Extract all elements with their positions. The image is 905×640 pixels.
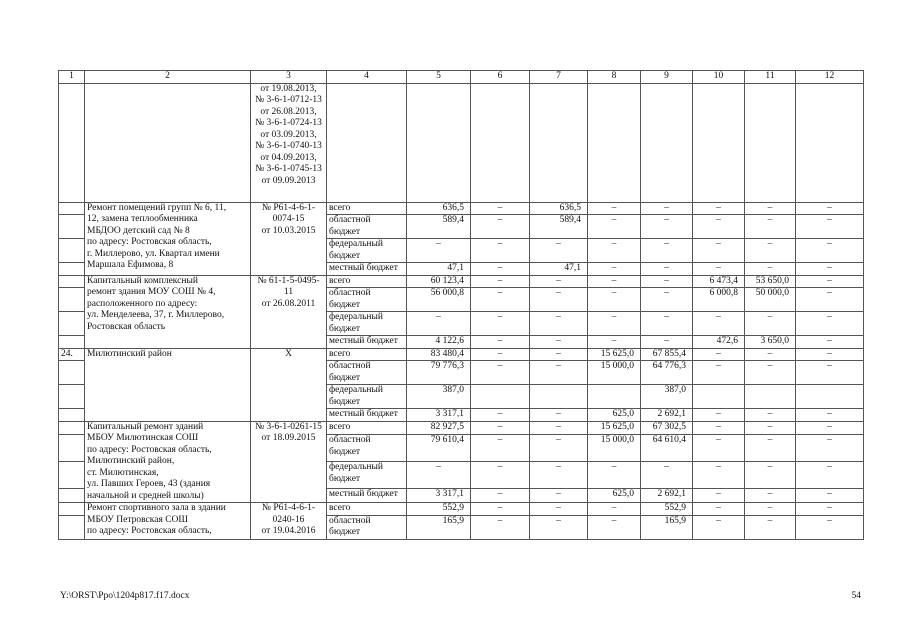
object-name-line: по адресу: Ростовская область,	[87, 444, 212, 455]
value-cell: 552,9	[407, 503, 471, 516]
value-cell: –	[530, 435, 588, 462]
doc-line: от 19.08.2013,	[260, 83, 317, 94]
value-cell: –	[588, 312, 641, 336]
col-header-9: 9	[641, 71, 693, 84]
value-cell: –	[693, 202, 745, 215]
value-cell: –	[530, 239, 588, 263]
value-cell: 83 480,4	[407, 348, 471, 361]
funding-source-cell: местный бюджет	[327, 263, 407, 276]
col-header-7: 7	[530, 71, 588, 84]
value-cell: –	[693, 361, 745, 385]
col-header-5: 5	[407, 71, 471, 84]
value-cell: –	[471, 275, 530, 288]
value-cell: –	[471, 361, 530, 385]
value-cell: –	[471, 239, 530, 263]
value-cell: –	[796, 215, 864, 239]
value-cell: –	[530, 462, 588, 489]
value-cell: –	[796, 202, 864, 215]
funding-source-cell: областной бюджет	[327, 215, 407, 239]
funding-source-cell: областной бюджет	[327, 288, 407, 312]
document-cell	[251, 275, 327, 348]
value-cell: 625,0	[588, 409, 641, 422]
value-cell: –	[641, 312, 693, 336]
document-line: № Р61-4-6-1-	[261, 202, 316, 213]
table-row	[59, 275, 864, 288]
value-cell: 387,0	[641, 385, 693, 409]
value-cell	[588, 385, 641, 409]
value-cell: –	[641, 263, 693, 276]
object-name-line: Ремонт помещений групп № 6, 11,	[87, 202, 227, 213]
value-cell: –	[796, 263, 864, 276]
value-cell: –	[588, 515, 641, 539]
value-cell: 636,5	[407, 202, 471, 215]
object-name-line: МБОУ Милютинская СОШ	[87, 433, 199, 443]
value-cell: 53 650,0	[745, 275, 796, 288]
value-cell: 56 000,8	[407, 288, 471, 312]
value-cell: –	[641, 288, 693, 312]
value-cell: 552,9	[641, 503, 693, 516]
value-cell: –	[796, 489, 864, 503]
value-cell	[471, 385, 530, 409]
doc-line: № 3-6-1-0724-13	[255, 118, 322, 128]
value-cell: –	[693, 515, 745, 539]
value-cell: –	[471, 409, 530, 422]
funding-source-cell: местный бюджет	[327, 336, 407, 349]
doc-line: № 3-6-1-0712-13	[255, 95, 322, 105]
value-cell: –	[745, 215, 796, 239]
value-cell: –	[471, 462, 530, 489]
value-cell: 3 650,0	[745, 336, 796, 349]
value-cell: –	[471, 312, 530, 336]
value-cell: 3 317,1	[407, 409, 471, 422]
row-number-cell	[59, 503, 85, 516]
col-header-1: 1	[59, 71, 85, 84]
value-cell: –	[641, 239, 693, 263]
value-cell: –	[693, 421, 745, 435]
value-cell: –	[745, 202, 796, 215]
row-number-cell: 24.	[59, 348, 85, 361]
page-number: 54	[851, 591, 861, 601]
value-cell: –	[745, 421, 796, 435]
col-header-8: 8	[588, 71, 641, 84]
object-name-line: начальной и средней школы)	[87, 490, 204, 501]
document-line: от 18.09.2015	[261, 433, 316, 443]
document-line: от 10.03.2015	[261, 225, 316, 236]
object-name-line: Капитальный ремонт зданий	[87, 421, 204, 432]
value-cell: –	[745, 503, 796, 516]
value-cell: –	[588, 215, 641, 239]
value-cell: –	[471, 288, 530, 312]
value-cell: –	[530, 275, 588, 288]
table-row	[59, 503, 864, 516]
value-cell: –	[796, 336, 864, 349]
value-cell: 47,1	[407, 263, 471, 276]
document-line: № Р61-4-6-1-	[261, 503, 316, 513]
funding-source-cell: областной бюджет	[327, 361, 407, 385]
value-cell: –	[471, 336, 530, 349]
value-cell: 79 610,4	[407, 435, 471, 462]
object-name-line: ул. Павших Героев, 43 (здания	[87, 479, 211, 489]
value-cell: –	[588, 239, 641, 263]
object-name-line: МБОУ Петровская СОШ	[87, 514, 188, 525]
value-cell: –	[745, 515, 796, 539]
object-name-line: по адресу: Ростовская область,	[87, 526, 212, 536]
value-cell: 472,6	[693, 336, 745, 349]
value-cell: –	[471, 348, 530, 361]
object-name-line: по адресу: Ростовская область,	[87, 237, 212, 247]
value-cell: –	[693, 489, 745, 503]
object-name-line: Милютинский район,	[87, 456, 175, 466]
document-line: Х	[285, 348, 292, 359]
value-cell: 2 692,1	[641, 409, 693, 422]
value-cell: 387,0	[407, 385, 471, 409]
object-name-line: 12, замена теплообменника	[87, 214, 198, 224]
value-cell: 79 776,3	[407, 361, 471, 385]
value-cell: –	[796, 435, 864, 462]
value-cell: –	[588, 336, 641, 349]
col-header-2: 2	[85, 71, 251, 84]
value-cell: –	[530, 421, 588, 435]
value-cell: –	[471, 202, 530, 215]
value-cell: –	[530, 515, 588, 539]
value-cell: –	[796, 503, 864, 516]
document-cell	[251, 202, 327, 275]
object-name-cell	[85, 275, 251, 348]
value-cell: –	[693, 435, 745, 462]
value-cell: –	[641, 215, 693, 239]
value-cell: 64 776,3	[641, 361, 693, 385]
value-cell: –	[407, 239, 471, 263]
col-header-10: 10	[693, 71, 745, 84]
col-header-12: 12	[796, 71, 864, 84]
funding-source-cell: всего	[327, 421, 407, 435]
cont-name-cell	[85, 83, 251, 202]
value-cell: –	[588, 503, 641, 516]
object-name-cell	[85, 421, 251, 503]
continuation-row	[59, 83, 864, 202]
object-name-line: Ростовская область	[87, 321, 166, 332]
value-cell: –	[641, 275, 693, 288]
object-name-line: Милютинский район	[87, 348, 172, 359]
value-cell: –	[530, 336, 588, 349]
value-cell: –	[641, 336, 693, 349]
object-name-line: Ремонт спортивного зала в здании	[87, 503, 226, 513]
value-cell: –	[796, 275, 864, 288]
value-cell: 6 473,4	[693, 275, 745, 288]
document-cell	[251, 348, 327, 421]
value-cell: 2 692,1	[641, 489, 693, 503]
col-header-4: 4	[327, 71, 407, 84]
value-cell: 82 927,5	[407, 421, 471, 435]
value-cell: –	[588, 202, 641, 215]
value-cell: –	[471, 515, 530, 539]
cont-num-cell	[59, 83, 85, 202]
value-cell: 589,4	[407, 215, 471, 239]
object-name-cell	[85, 503, 251, 540]
value-cell: –	[796, 409, 864, 422]
value-cell: –	[796, 421, 864, 435]
object-name-line: ст. Милютинская,	[87, 467, 159, 478]
row-number-cell	[59, 275, 85, 288]
doc-line: от 03.09.2013,	[260, 129, 317, 140]
value-cell: 67 855,4	[641, 348, 693, 361]
value-cell: –	[745, 435, 796, 462]
funding-source-cell: областной бюджет	[327, 435, 407, 462]
funding-source-cell: местный бюджет	[327, 489, 407, 503]
value-cell: –	[796, 515, 864, 539]
budget-table	[58, 70, 864, 540]
value-cell: –	[693, 312, 745, 336]
object-name-line: расположенного по адресу:	[87, 298, 198, 309]
row-number-cell	[59, 421, 85, 435]
col-header-11: 11	[745, 71, 796, 84]
value-cell: –	[796, 361, 864, 385]
value-cell: 589,4	[530, 215, 588, 239]
value-cell: 15 625,0	[588, 421, 641, 435]
value-cell: –	[693, 348, 745, 361]
document-cell	[251, 503, 327, 540]
table-row	[59, 421, 864, 435]
funding-source-cell: всего	[327, 348, 407, 361]
value-cell	[530, 385, 588, 409]
object-name-cell	[85, 202, 251, 275]
value-cell: –	[693, 239, 745, 263]
table-row	[59, 202, 864, 215]
value-cell: 15 000,0	[588, 435, 641, 462]
object-name-line: г. Миллерово, ул. Квартал имени	[87, 248, 220, 259]
doc-line: № 3-6-1-0740-13	[255, 141, 322, 151]
value-cell: –	[530, 312, 588, 336]
value-cell: –	[471, 421, 530, 435]
col-header-6: 6	[471, 71, 530, 84]
object-name-line: ремонт здания МОУ СОШ № 4,	[87, 287, 216, 297]
value-cell: –	[588, 263, 641, 276]
value-cell: –	[641, 462, 693, 489]
value-cell: –	[471, 503, 530, 516]
value-cell: –	[745, 409, 796, 422]
object-name-line: ул. Менделеева, 37, г. Миллерово,	[87, 310, 225, 320]
value-cell: 60 123,4	[407, 275, 471, 288]
value-cell: –	[745, 348, 796, 361]
value-cell: 625,0	[588, 489, 641, 503]
value-cell: –	[407, 312, 471, 336]
value-cell: –	[471, 215, 530, 239]
value-cell: –	[530, 288, 588, 312]
value-cell: –	[796, 239, 864, 263]
doc-line: от 26.08.2013,	[260, 106, 317, 117]
document-line: № 3-6-1-0261-15	[255, 421, 322, 432]
value-cell: 64 610,4	[641, 435, 693, 462]
funding-source-cell: федеральный бюджет	[327, 239, 407, 263]
header-row	[59, 71, 864, 84]
col-header-3: 3	[251, 71, 327, 84]
value-cell: –	[796, 462, 864, 489]
funding-source-cell: областной бюджет	[327, 515, 407, 539]
value-cell: 165,9	[641, 515, 693, 539]
value-cell: 15 625,0	[588, 348, 641, 361]
value-cell: 15 000,0	[588, 361, 641, 385]
value-cell: –	[530, 489, 588, 503]
document-line: от 26.08.2011	[261, 298, 316, 309]
document-line: от 19.04.2016	[261, 526, 316, 536]
value-cell: –	[745, 462, 796, 489]
value-cell: 6 000,8	[693, 288, 745, 312]
value-cell: –	[471, 489, 530, 503]
funding-source-cell: федеральный бюджет	[327, 385, 407, 409]
funding-source-cell: федеральный бюджет	[327, 312, 407, 336]
value-cell: –	[588, 275, 641, 288]
value-cell: –	[588, 462, 641, 489]
funding-source-cell: федеральный бюджет	[327, 462, 407, 489]
document-line: № 61-1-5-0495-11	[257, 275, 320, 297]
value-cell: 636,5	[530, 202, 588, 215]
value-cell: 3 317,1	[407, 489, 471, 503]
doc-line: № 3-6-1-0745-13	[255, 164, 322, 174]
value-cell: –	[530, 409, 588, 422]
value-cell: –	[407, 462, 471, 489]
table-row	[59, 348, 864, 361]
doc-line: от 04.09.2013,	[260, 152, 317, 163]
value-cell: –	[530, 503, 588, 516]
file-path: Y:\ORST\Ppo\1204p817.f17.docx	[60, 591, 190, 601]
value-cell: –	[588, 288, 641, 312]
value-cell: –	[796, 288, 864, 312]
value-cell: –	[796, 348, 864, 361]
value-cell: –	[693, 462, 745, 489]
value-cell: 50 000,0	[745, 288, 796, 312]
value-cell: –	[693, 409, 745, 422]
cont-doc-cell	[251, 83, 327, 202]
value-cell: –	[745, 489, 796, 503]
document-line: 0240-16	[272, 514, 305, 525]
row-number-cell	[59, 202, 85, 215]
value-cell: –	[471, 435, 530, 462]
object-name-cell	[85, 348, 251, 421]
value-cell: –	[530, 348, 588, 361]
funding-source-cell: местный бюджет	[327, 409, 407, 422]
object-name-line: Маршала Ефимова, 8	[87, 260, 174, 270]
value-cell: –	[693, 263, 745, 276]
doc-line: от 09.09.2013	[261, 175, 316, 186]
value-cell	[745, 385, 796, 409]
value-cell: 4 122,6	[407, 336, 471, 349]
value-cell: –	[796, 312, 864, 336]
funding-source-cell: всего	[327, 275, 407, 288]
value-cell	[693, 385, 745, 409]
object-name-line: МБДОО детский сад № 8	[87, 225, 190, 236]
value-cell: –	[530, 361, 588, 385]
value-cell: –	[745, 239, 796, 263]
object-name-line: Капитальный комплексный	[87, 275, 198, 286]
value-cell: –	[745, 263, 796, 276]
document-cell	[251, 421, 327, 503]
value-cell: 47,1	[530, 263, 588, 276]
value-cell: 165,9	[407, 515, 471, 539]
value-cell: –	[745, 312, 796, 336]
value-cell: –	[471, 263, 530, 276]
value-cell: –	[745, 361, 796, 385]
funding-source-cell: всего	[327, 202, 407, 215]
value-cell	[796, 385, 864, 409]
funding-source-cell: всего	[327, 503, 407, 516]
value-cell: –	[693, 215, 745, 239]
value-cell: –	[693, 503, 745, 516]
document-line: 0074-15	[272, 214, 305, 224]
value-cell: 67 302,5	[641, 421, 693, 435]
value-cell: –	[641, 202, 693, 215]
